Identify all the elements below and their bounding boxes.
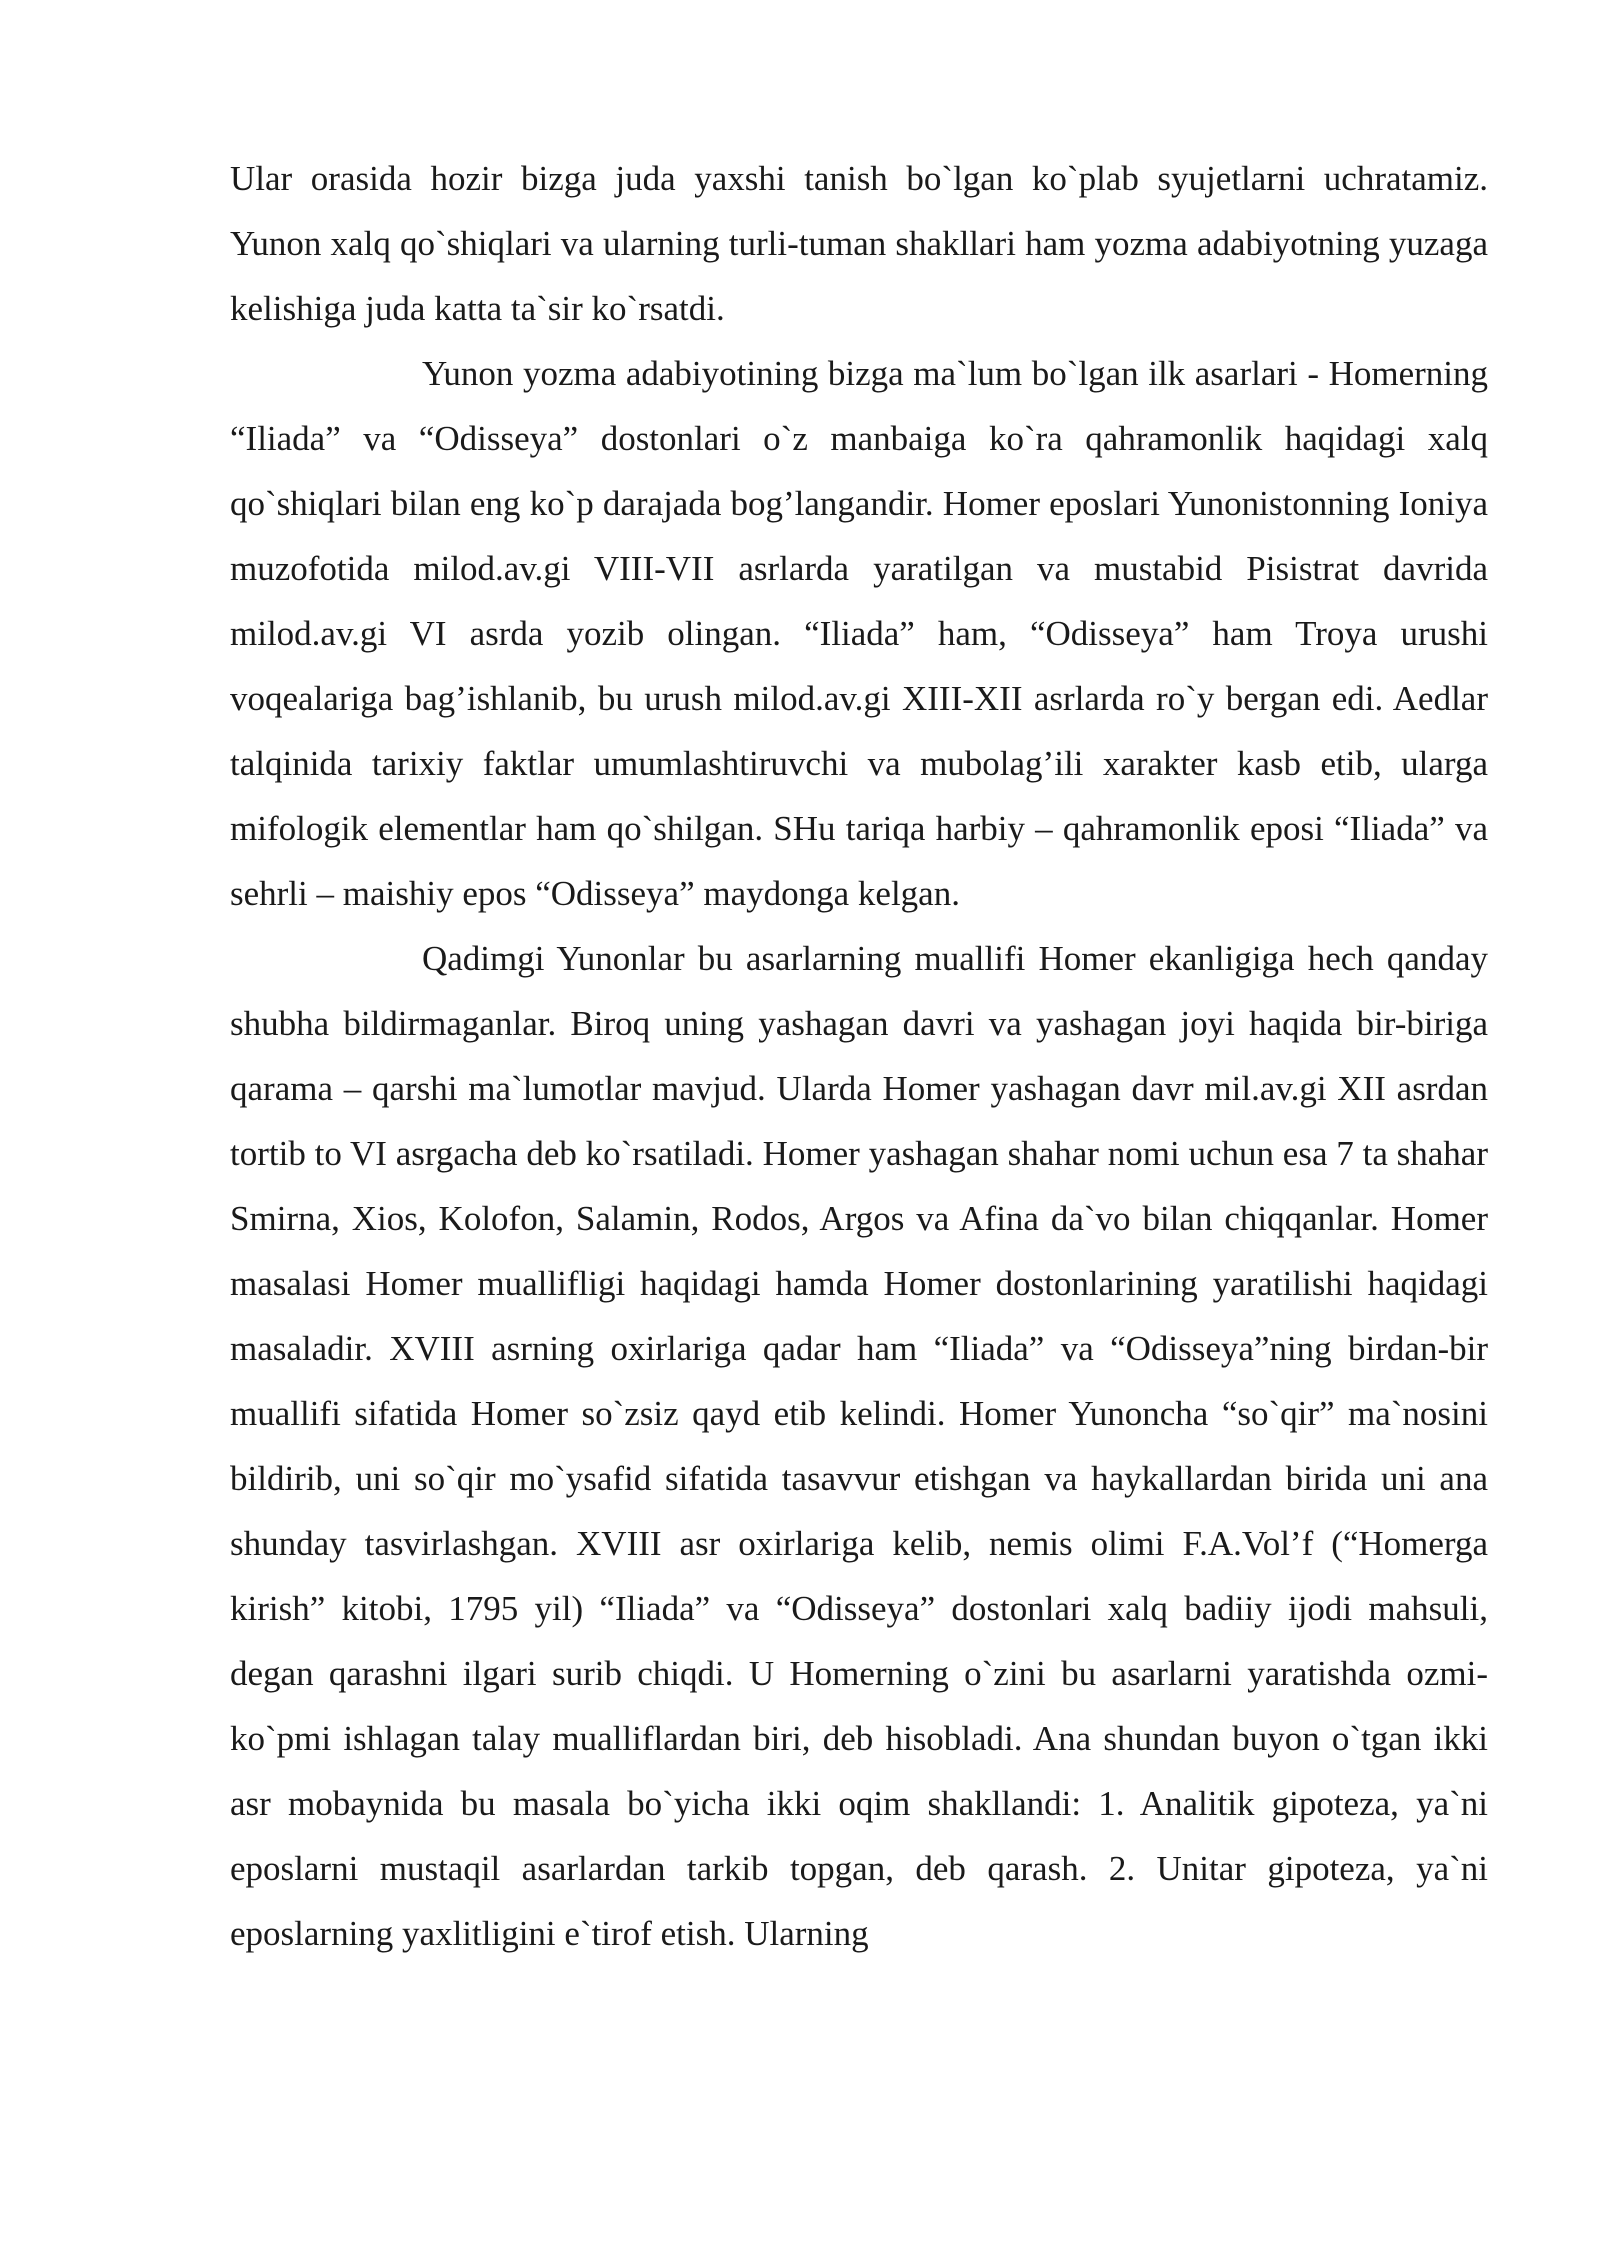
paragraph: Qadimgi Yunonlar bu asarlarning muallifi Homer ekanligiga hech qanday shubha bildirmaganlar. Biroq uning yashagan davri va yashagan joyi haqida bir-biriga qarama – qarshi ma`lumotlar mavjud. Ularda Homer yashagan davr mil.av.gi XII asrdan tortib to VI asrgacha deb ko`rsatiladi. Homer yashagan shahar nomi uchun esa 7 ta shahar Smirna, Xios, Kolofon, Salamin, Rodos, Argos va Afina da`vo bilan chiqqanlar. Homer masalasi Homer muallifligi haqidagi hamda Homer dostonlarining yaratilishi haqidagi masaladir. XVIII asrning oxirlariga qadar ham “Iliada” va “Odisseya”ning birdan-bir muallifi sifatida Homer so`zsiz qayd etib kelindi. Homer Yunoncha “so`qir” ma`nosini bildirib, uni so`qir mo`ysafid sifatida tasavvur etishgan va haykallardan birida uni ana shunday tasvirlashgan. XVIII asr oxirlariga kelib, nemis olimi F.A.Vol’f (“Homerga kirish” kitobi, 1795 yil) “Iliada” va “Odisseya” dostonlari xalq badiiy ijodi mahsuli, degan qarashni ilgari surib chiqdi. U Homerning o`zini bu asarlarni yaratishda ozmi-ko`pmi ishlagan talay mualliflardan biri, deb hisobladi. Ana shundan buyon o`tgan ikki asr mobaynida bu masala bo`yicha ikki oqim shakllandi: 1. Analitik gipoteza, ya`ni eposlarni mustaqil asarlardan tarkib topgan, deb qarash. 2. Unitar gipoteza, ya`ni eposlarning yaxlitligini e`tirof etish. Ularning bbox=[230, 939, 1488, 1953]
paragraph: Ular orasida hozir bizga juda yaxshi tanish bo`lgan ko`plab syujetlarni uchratamiz. Yunon xalq qo`shiqlari va ularning turli-tuman shakllari ham yozma adabiyotning yuzaga kelishiga juda katta ta`sir ko`rsatdi. bbox=[230, 159, 1488, 328]
document-body bbox=[230, 146, 1488, 1966]
paragraph: Yunon yozma adabiyotining bizga ma`lum bo`lgan ilk asarlari - Homerning “Iliada” va “Odisseya” dostonlari o`z manbaiga ko`ra qahramonlik haqidagi xalq qo`shiqlari bilan eng ko`p darajada bog’langandir. Homer eposlari Yunonistonning Ioniya muzofotida milod.av.gi VIII-VII asrlarda yaratilgan va mustabid Pisistrat davrida milod.av.gi VI asrda yozib olingan. “Iliada” ham, “Odisseya” ham Troya urushi voqealariga bag’ishlanib, bu urush milod.av.gi XIII-XII asrlarda ro`y bergan edi. Aedlar talqinida tarixiy faktlar umumlashtiruvchi va mubolag’ili xarakter kasb etib, ularga mifologik elementlar ham qo`shilgan. SHu tariqa harbiy – qahramonlik eposi “Iliada” va sehrli – maishiy epos “Odisseya” maydonga kelgan. bbox=[230, 354, 1488, 913]
